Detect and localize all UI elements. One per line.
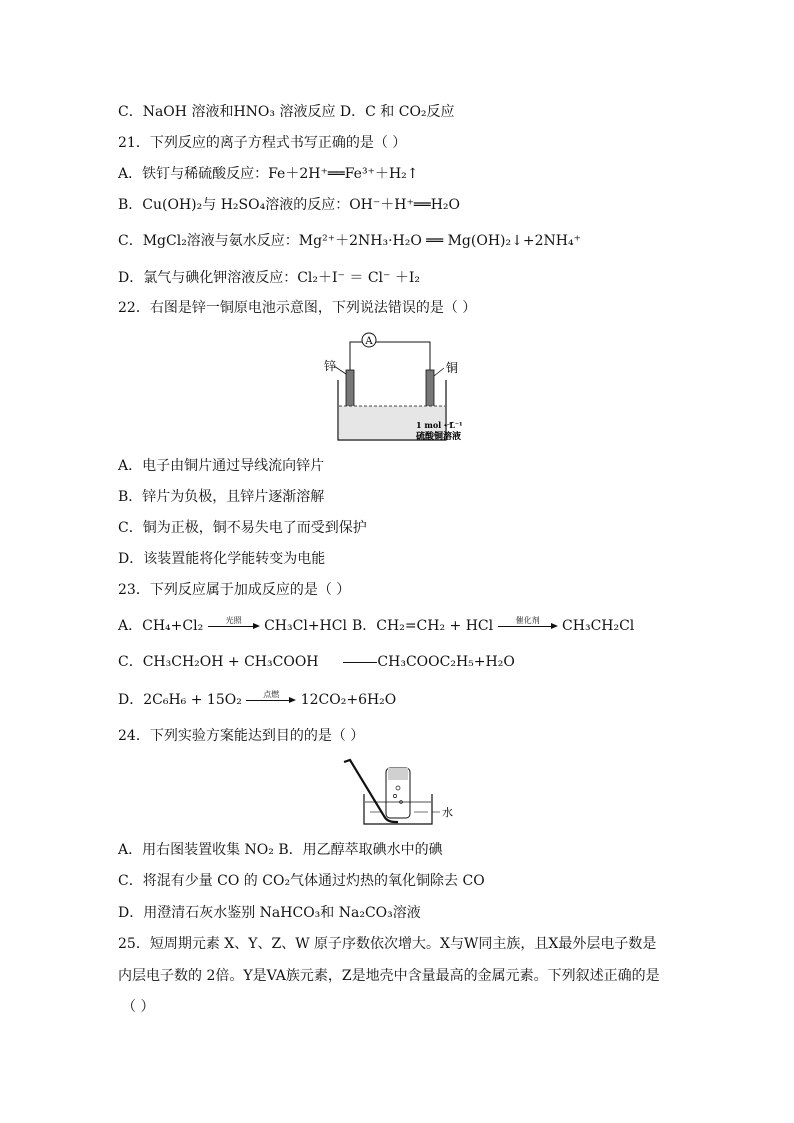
q24-option-ab: A．用右图装置收集 NO₂ B．用乙醇萃取碘水中的碘 — [118, 842, 443, 858]
solution-concentration-label: 1 mol・L⁻¹ — [416, 420, 463, 430]
q21-option-a: A．铁钉与稀硫酸反应：Fe＋2H⁺══Fe³⁺＋H₂↑ — [118, 166, 419, 182]
water-label: 水 — [442, 806, 453, 819]
q24-option-c: C．将混有少量 CO 的 CO₂气体通过灼热的氧化铜除去 CO — [118, 873, 485, 889]
gas-collection-figure — [340, 758, 460, 830]
q20-option-cd: C．NaOH 溶液和HNO₃ 溶液反应 D．C 和 CO₂反应 — [118, 104, 455, 120]
q23-stem: 23．下列反应属于加成反应的是（ ） — [118, 582, 351, 598]
solution-name-label: 硫酸铜溶液 — [416, 432, 462, 442]
svg-text:A: A — [365, 336, 373, 347]
reaction-arrow: 点燃 — [246, 693, 296, 707]
q25-stem-line3: （ ） — [122, 999, 155, 1015]
q22-option-d: D．该装置能将化学能转变为电能 — [118, 551, 326, 567]
q24-stem: 24．下列实验方案能达到目的的是（ ） — [118, 728, 365, 744]
q25-stem-line2: 内层电子数的 2倍。Y是VA族元素，Z是地壳中含量最高的金属元素。下列叙述正确的是 — [118, 968, 660, 984]
q23-option-a: A．CH₄+Cl₂ 光照 CH₃Cl+HCl — [118, 616, 347, 634]
reaction-arrow: 催化剂 — [498, 619, 558, 633]
q23-option-d: D．2C₆H₆ + 15O₂ 点燃 12CO₂+6H₂O — [118, 690, 397, 708]
q22-option-a: A．电子由铜片通过导线流向锌片 — [118, 458, 325, 474]
q21-option-d: D．氯气与碘化钾溶液反应：Cl₂＋I⁻ ＝ Cl⁻ ＋I₂ — [118, 270, 421, 286]
galvanic-cell-figure — [320, 330, 480, 446]
q21-stem: 21．下列反应的离子方程式书写正确的是（ ） — [118, 135, 407, 151]
q23-option-b: B．CH₂=CH₂ + HCl 催化剂 CH₃CH₂Cl — [352, 616, 635, 634]
q21-option-c: C．MgCl₂溶液与氨水反应：Mg²⁺＋2NH₃·H₂O ══ Mg(OH)₂↓+2NH₄⁺ — [118, 233, 581, 249]
q23-option-c: C．CH₃CH₂OH + CH₃COOH CH₃COOC₂H₅+H₂O — [118, 654, 515, 670]
q22-option-b: B．锌片为负极，且锌片逐渐溶解 — [118, 489, 325, 505]
zinc-label: 锌 — [324, 359, 337, 373]
q22-option-c: C．铜为正极，铜不易失电了而受到保护 — [118, 520, 367, 536]
copper-label: 铜 — [446, 361, 459, 375]
q25-stem-line1: 25．短周期元素 X、Y、Z、W 原子序数依次增大。X与W同主族，且X最外层电子数是 — [118, 936, 657, 952]
reaction-arrow: 光照 — [208, 619, 260, 633]
q24-option-d: D．用澄清石灰水鉴别 NaHCO₃和 Na₂CO₃溶液 — [118, 905, 421, 921]
q21-option-b: B．Cu(OH)₂与 H₂SO₄溶液的反应：OH⁻＋H⁺══H₂O — [118, 197, 461, 213]
q22-stem: 22．右图是锌一铜原电池示意图，下列说法错误的是（ ） — [118, 300, 477, 316]
reaction-line — [343, 662, 377, 663]
